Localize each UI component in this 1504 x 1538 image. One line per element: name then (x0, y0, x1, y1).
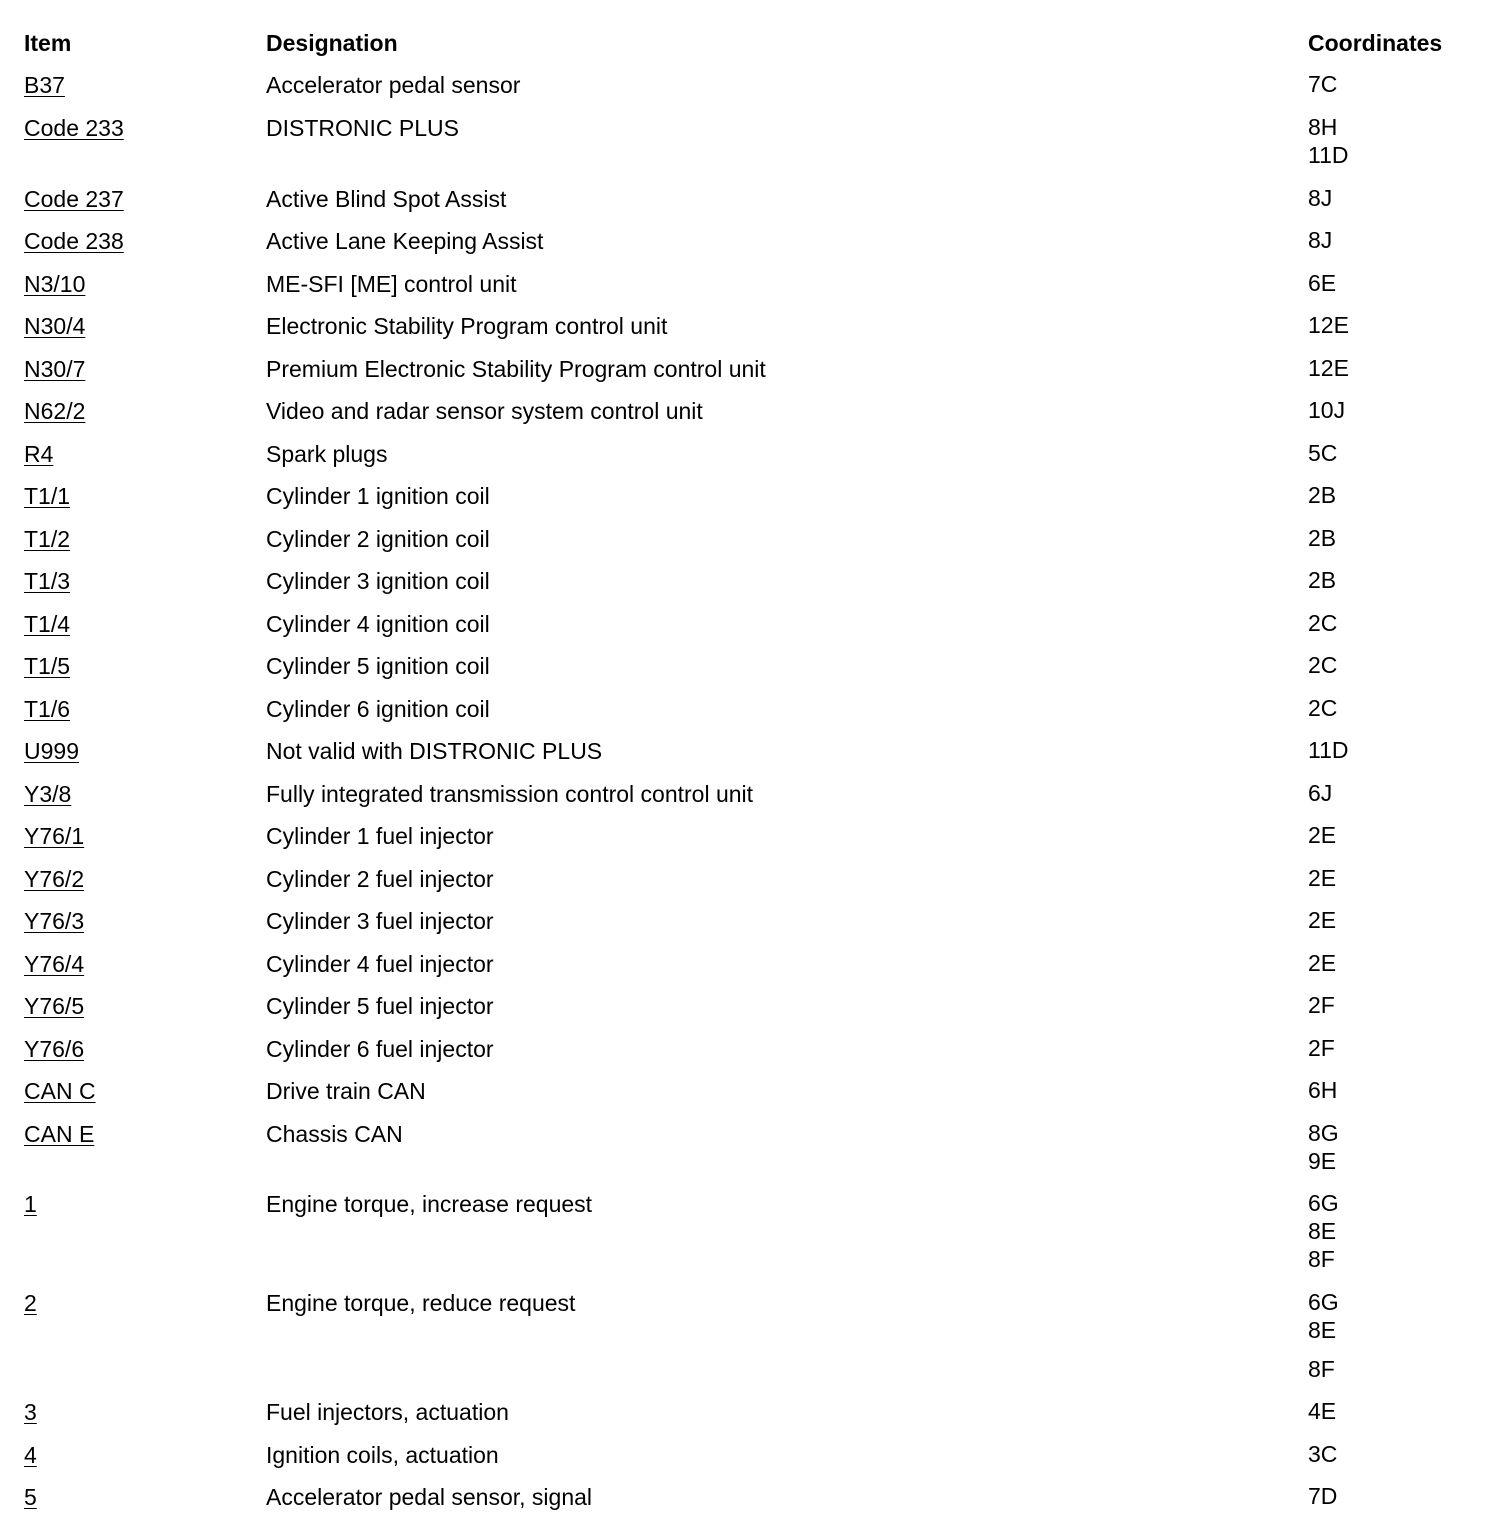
table-row (0, 694, 1504, 724)
coordinate-value: 9E (1308, 1148, 1337, 1174)
item-link[interactable]: N3/10 (24, 271, 86, 297)
designation-cell: Cylinder 5 fuel injector (266, 993, 494, 1019)
coordinates-cell (1308, 1034, 1335, 1062)
table-row (0, 1440, 1504, 1470)
coordinates-cell (1308, 269, 1336, 297)
item-cell (24, 1076, 96, 1106)
coordinates-cell (1308, 779, 1332, 807)
item-cell (24, 1189, 37, 1219)
designation-cell: Cylinder 4 ignition coil (266, 611, 490, 637)
item-cell (24, 1397, 37, 1427)
coordinates-cell (1308, 949, 1336, 977)
coordinates-cell (1308, 70, 1337, 98)
coordinates-cell (1308, 1288, 1339, 1383)
table-row (0, 396, 1504, 426)
item-link[interactable]: N62/2 (24, 398, 86, 424)
item-link[interactable]: Code 233 (24, 115, 124, 141)
designation-cell: Ignition coils, actuation (266, 1442, 499, 1468)
table-row (0, 1076, 1504, 1106)
designation-cell: Cylinder 6 fuel injector (266, 1036, 494, 1062)
coordinates-cell (1308, 1482, 1337, 1510)
coordinates-cell (1308, 1076, 1337, 1104)
coordinate-value: 2E (1308, 950, 1337, 976)
item-link[interactable]: Y76/4 (24, 951, 85, 977)
table-row (0, 1189, 1504, 1272)
item-link[interactable]: Y76/6 (24, 1036, 85, 1062)
coordinate-value: 6J (1308, 780, 1333, 806)
item-link[interactable]: Y3/8 (24, 781, 72, 807)
coordinates-cell (1308, 864, 1336, 892)
item-link[interactable]: Y76/3 (24, 908, 85, 934)
designation-cell: ME-SFI [ME] control unit (266, 271, 517, 297)
coordinates-cell (1308, 609, 1337, 637)
table-row (0, 311, 1504, 341)
table-row (0, 184, 1504, 214)
table-row (0, 70, 1504, 100)
coordinate-value: 12E (1308, 355, 1349, 381)
table-row (0, 821, 1504, 851)
item-cell (24, 991, 84, 1021)
item-cell (24, 311, 85, 341)
table-row (0, 864, 1504, 894)
coordinates-cell (1308, 736, 1349, 764)
designation-cell: Cylinder 2 ignition coil (266, 526, 490, 552)
item-link[interactable]: N30/4 (24, 313, 86, 339)
table-row (0, 269, 1504, 299)
header-coordinates: Coordinates (1308, 30, 1443, 56)
coordinate-value: 6H (1308, 1077, 1338, 1103)
item-link[interactable]: T1/2 (24, 526, 71, 552)
coordinates-cell (1308, 694, 1337, 722)
coordinates-cell (1308, 906, 1336, 934)
item-link[interactable]: T1/3 (24, 568, 71, 594)
item-link[interactable]: Code 237 (24, 186, 124, 212)
item-cell (24, 694, 70, 724)
header-designation: Designation (266, 30, 398, 56)
item-link[interactable]: 2 (24, 1290, 37, 1316)
table-row (0, 736, 1504, 766)
item-cell (24, 864, 84, 894)
item-cell (24, 906, 84, 936)
designation-cell: Cylinder 5 ignition coil (266, 653, 490, 679)
item-link[interactable]: 3 (24, 1399, 37, 1425)
designation-cell: Video and radar sensor system control unit (266, 398, 703, 424)
item-cell (24, 609, 70, 639)
coordinates-cell (1308, 1397, 1336, 1425)
item-cell (24, 269, 85, 299)
coordinate-value: 2E (1308, 822, 1337, 848)
coordinate-value: 2F (1308, 1035, 1335, 1061)
item-link[interactable]: CAN E (24, 1121, 95, 1147)
item-cell (24, 70, 65, 100)
item-cell (24, 439, 53, 469)
table-row (0, 1119, 1504, 1174)
coordinate-value: 2E (1308, 865, 1337, 891)
designation-cell: Cylinder 2 fuel injector (266, 866, 494, 892)
table-row (0, 1288, 1504, 1382)
table-row (0, 439, 1504, 469)
coordinates-cell (1308, 481, 1336, 509)
designation-cell: Accelerator pedal sensor, signal (266, 1484, 593, 1510)
coordinate-value: 12E (1308, 312, 1349, 338)
item-link[interactable]: 4 (24, 1442, 37, 1468)
coordinates-cell (1308, 524, 1336, 552)
item-cell (24, 821, 84, 851)
table-row (0, 481, 1504, 511)
item-cell (24, 949, 84, 979)
designation-cell: Cylinder 4 fuel injector (266, 951, 494, 977)
coordinate-value: 7D (1308, 1483, 1338, 1509)
item-cell (24, 396, 85, 426)
designation-cell: Spark plugs (266, 441, 388, 467)
designation-cell: Drive train CAN (266, 1078, 426, 1104)
item-cell (24, 113, 124, 143)
coordinates-cell (1308, 821, 1336, 849)
item-link[interactable]: Y76/2 (24, 866, 85, 892)
item-cell (24, 1034, 84, 1064)
header-item: Item (24, 30, 72, 56)
coordinate-value: 2C (1308, 610, 1338, 636)
coordinates-cell (1308, 991, 1335, 1019)
coordinate-value: 6G (1308, 1289, 1339, 1315)
item-link[interactable]: B37 (24, 72, 65, 98)
coordinates-cell (1308, 113, 1349, 169)
coordinates-cell (1308, 1440, 1337, 1468)
table-row (0, 991, 1504, 1021)
table-row (0, 651, 1504, 681)
designation-cell: Accelerator pedal sensor (266, 72, 521, 98)
item-cell (24, 779, 71, 809)
coordinate-value: 2B (1308, 525, 1337, 551)
item-cell (24, 226, 124, 256)
item-link[interactable]: T1/5 (24, 653, 71, 679)
table-row (0, 1482, 1504, 1512)
item-link[interactable]: 1 (24, 1191, 37, 1217)
table-row (0, 949, 1504, 979)
table-row (0, 566, 1504, 596)
item-cell (24, 1440, 37, 1470)
coordinate-value: 5C (1308, 440, 1338, 466)
item-cell (24, 184, 124, 214)
designation-cell: Premium Electronic Stability Program control unit (266, 356, 766, 382)
table-row (0, 524, 1504, 554)
coordinate-value: 11D (1308, 142, 1349, 168)
coordinate-value: 8J (1308, 185, 1333, 211)
table-row (0, 113, 1504, 168)
coordinates-cell (1308, 651, 1337, 679)
table-row (0, 906, 1504, 936)
coordinate-value: 6E (1308, 270, 1337, 296)
coordinate-value: 8F (1308, 1246, 1335, 1272)
coordinate-value: 8J (1308, 227, 1333, 253)
coordinate-value: 2F (1308, 992, 1335, 1018)
designation-cell: Cylinder 6 ignition coil (266, 696, 490, 722)
item-link[interactable]: T1/1 (24, 483, 71, 509)
designation-cell: Fuel injectors, actuation (266, 1399, 509, 1425)
coordinate-value: 8E (1308, 1317, 1337, 1343)
item-link[interactable]: 5 (24, 1484, 37, 1510)
designation-cell: Chassis CAN (266, 1121, 403, 1147)
item-link[interactable]: N30/7 (24, 356, 86, 382)
coordinate-value: 3C (1308, 1441, 1338, 1467)
coordinates-cell (1308, 1119, 1339, 1175)
coordinate-value: 8H (1308, 114, 1338, 140)
item-cell (24, 481, 70, 511)
designation-cell: Cylinder 3 fuel injector (266, 908, 494, 934)
item-cell (24, 1482, 37, 1512)
coordinates-cell (1308, 354, 1349, 382)
coordinates-cell (1308, 439, 1337, 467)
coordinate-value: 10J (1308, 397, 1346, 423)
coordinate-value: 8E (1308, 1218, 1337, 1244)
item-link[interactable]: R4 (24, 441, 54, 467)
coordinates-cell (1308, 566, 1336, 594)
item-link[interactable]: U999 (24, 738, 79, 764)
coordinate-value: 2B (1308, 567, 1337, 593)
coordinate-value: 8F (1308, 1356, 1335, 1382)
designation-cell: Cylinder 3 ignition coil (266, 568, 490, 594)
coordinate-value: 2C (1308, 652, 1338, 678)
item-link[interactable]: Y76/5 (24, 993, 85, 1019)
coordinate-value: 8G (1308, 1120, 1339, 1146)
table-row (0, 354, 1504, 384)
item-cell (24, 736, 79, 766)
designation-cell: Not valid with DISTRONIC PLUS (266, 738, 603, 764)
coordinates-cell (1308, 226, 1332, 254)
table-row (0, 609, 1504, 639)
designation-cell: Cylinder 1 fuel injector (266, 823, 494, 849)
table-row (0, 1397, 1504, 1427)
coordinates-cell (1308, 1189, 1339, 1273)
designation-cell: Active Lane Keeping Assist (266, 228, 544, 254)
item-link[interactable]: Y76/1 (24, 823, 85, 849)
designation-cell: DISTRONIC PLUS (266, 115, 459, 141)
coordinate-value: 2E (1308, 907, 1337, 933)
item-link[interactable]: T1/4 (24, 611, 71, 637)
coordinates-cell (1308, 184, 1332, 212)
table-row (0, 1034, 1504, 1064)
coordinate-value: 7C (1308, 71, 1338, 97)
item-link[interactable]: Code 238 (24, 228, 124, 254)
coordinates-cell (1308, 396, 1345, 424)
coordinates-cell (1308, 311, 1349, 339)
item-link[interactable]: T1/6 (24, 696, 71, 722)
coordinate-value: 4E (1308, 1398, 1337, 1424)
table-header (0, 28, 1504, 58)
item-cell (24, 1119, 94, 1149)
coordinate-value: 2B (1308, 482, 1337, 508)
designation-cell: Active Blind Spot Assist (266, 186, 507, 212)
item-cell (24, 651, 70, 681)
designation-cell: Cylinder 1 ignition coil (266, 483, 490, 509)
designation-cell: Electronic Stability Program control unit (266, 313, 668, 339)
coordinate-value: 11D (1308, 737, 1349, 763)
designation-cell: Fully integrated transmission control control unit (266, 781, 754, 807)
designation-cell: Engine torque, increase request (266, 1191, 593, 1217)
item-cell (24, 354, 85, 384)
item-cell (24, 524, 70, 554)
item-cell (24, 1288, 37, 1318)
coordinate-value: 2C (1308, 695, 1338, 721)
designation-cell: Engine torque, reduce request (266, 1290, 576, 1316)
table-row (0, 226, 1504, 256)
item-cell (24, 566, 70, 596)
table-row (0, 779, 1504, 809)
coordinate-value: 6G (1308, 1190, 1339, 1216)
item-link[interactable]: CAN C (24, 1078, 96, 1104)
